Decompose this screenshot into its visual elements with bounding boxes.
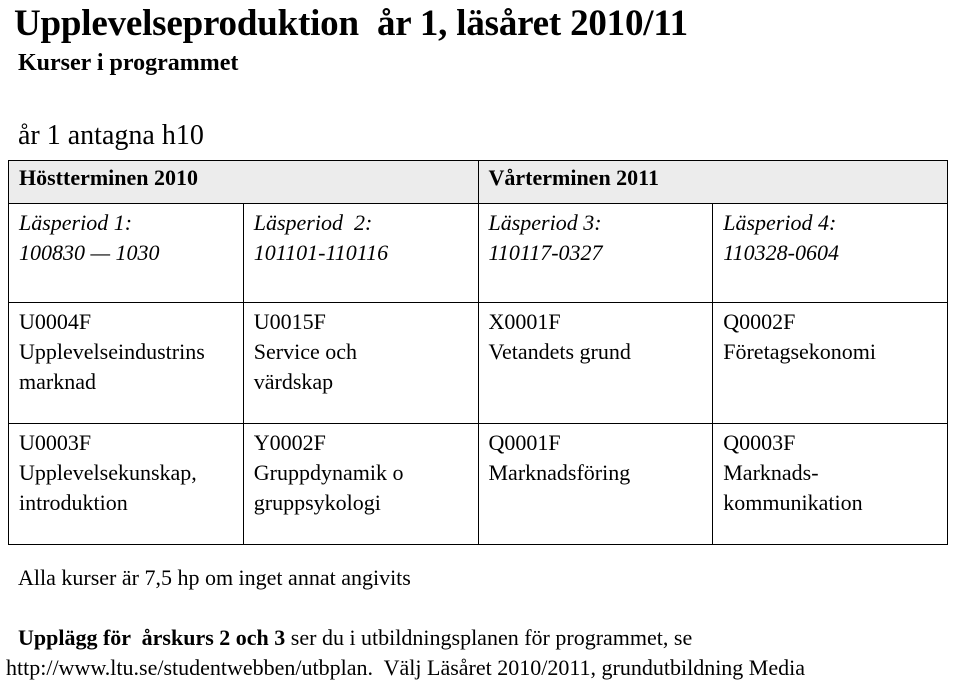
study-period-row [9,204,948,303]
course-code: U0004F [19,309,92,334]
course-code: U0003F [19,430,92,455]
course-name-line: Service och [253,339,357,364]
document-title: Upplevelseproduktion år 1, läsåret 2010/11 [14,3,688,44]
course-cell [478,303,713,424]
course-schedule-table [8,160,948,545]
term-spring-header: Vårterminen 2011 [478,161,948,204]
period-2-label: Läsperiod 2: [253,210,373,235]
course-cell [9,303,244,424]
plan-note-line-1 [18,625,692,651]
period-1-cell [9,204,244,303]
course-cell [9,424,244,545]
period-2-cell [243,204,478,303]
course-name-line: gruppsykologi [253,490,381,515]
period-1-dates: 100830 — 1030 [19,240,160,265]
course-name-line: kommunikation [723,490,863,515]
term-header-row [9,161,948,204]
period-4-cell [713,204,948,303]
course-row-2 [9,424,948,545]
course-cell [243,424,478,545]
course-code: Y0002F [253,430,326,455]
period-3-label: Läsperiod 3: [488,210,602,235]
course-cell [713,424,948,545]
course-cell [713,303,948,424]
document-subtitle: Kurser i programmet [18,50,239,76]
course-code: Q0001F [488,430,561,455]
plan-note-bold: Upplägg för årskurs 2 och 3 [18,625,286,650]
term-autumn-header: Höstterminen 2010 [9,161,479,204]
period-3-dates: 110117-0327 [488,240,603,265]
course-name-line: Upplevelsekunskap, [19,460,197,485]
plan-note-text: ser du i utbildningsplanen för programmet, se [285,625,693,650]
course-name-line: Marknads- [723,460,819,485]
course-name-line: marknad [19,369,96,394]
course-name-line: Gruppdynamik o [253,460,404,485]
course-code: X0001F [488,309,561,334]
period-2-dates: 101101-110116 [253,240,389,265]
cohort-heading: år 1 antagna h10 [18,120,204,151]
course-code: Q0002F [723,309,796,334]
course-name-line: Företagsekonomi [723,339,877,364]
course-name-line: värdskap [253,369,334,394]
course-code: Q0003F [723,430,796,455]
plan-note-line-2: http://www.ltu.se/studentwebben/utbplan. Välj Läsåret 2010/2011, grundutbildning Media [6,655,806,680]
course-name-line: Upplevelseindustrins [19,339,205,364]
course-cell [478,424,713,545]
period-3-cell [478,204,713,303]
course-cell [243,303,478,424]
credits-note: Alla kurser är 7,5 hp om inget annat angivits [18,565,411,590]
course-name-line: Vetandets grund [488,339,631,364]
course-code: U0015F [253,309,326,334]
period-1-label: Läsperiod 1: [19,210,133,235]
period-4-label: Läsperiod 4: [723,210,837,235]
period-4-dates: 110328-0604 [723,240,839,265]
course-name-line: Marknadsföring [488,460,631,485]
course-row-1 [9,303,948,424]
course-name-line: introduktion [19,490,128,515]
